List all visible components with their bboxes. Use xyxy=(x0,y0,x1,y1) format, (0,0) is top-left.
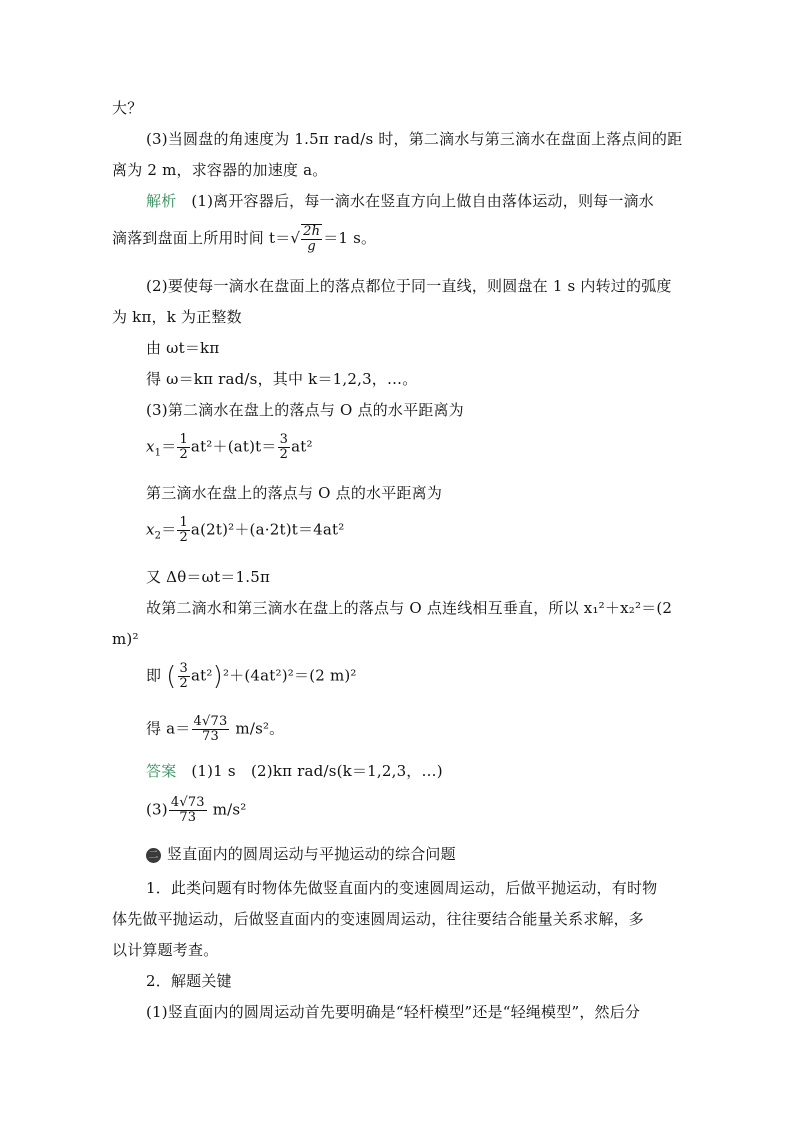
section-heading xyxy=(146,843,456,865)
text-line: 第三滴水在盘上的落点与 O 点的水平距离为 xyxy=(146,484,443,502)
text-line: 由 ωt＝kπ xyxy=(146,339,220,357)
frac-denominator: g xyxy=(307,239,316,254)
text: 滴落到盘面上所用时间 t＝ xyxy=(112,229,291,247)
text-line: (2)要使每一滴水在盘面上的落点都位于同一直线，则圆盘在 1 s 内转过的弧度 xyxy=(146,277,672,295)
frac-denominator: 2 xyxy=(179,530,188,545)
text: ＝ xyxy=(161,520,177,539)
text-line: 故第二滴水和第三滴水在盘上的落点与 O 点连线相互垂直，所以 x₁²＋x₂²＝(2 xyxy=(146,599,673,617)
formula-line xyxy=(146,715,284,744)
text-line: (1)竖直面内的圆周运动首先要明确是“轻杆模型”还是“轻绳模型”，然后分 xyxy=(146,1003,641,1021)
frac-numerator: 1 xyxy=(179,515,188,530)
text: m/s² xyxy=(207,800,247,819)
formula-line xyxy=(146,433,313,465)
text-line: 又 Δθ＝ωt＝1.5π xyxy=(146,568,271,586)
text-line: 体先做平抛运动，后做竖直面内的变速圆周运动，往往要结合能量关系求解，多 xyxy=(112,910,645,928)
solution-label: 解析 xyxy=(146,192,177,210)
formula-line xyxy=(112,224,376,254)
frac-numerator: 1 xyxy=(179,432,188,447)
text: (1)1 s (2)kπ rad/s(k＝1,2,3，…) xyxy=(191,762,443,780)
text-line: 大？ xyxy=(112,99,143,117)
text: ＝ xyxy=(161,437,177,456)
formula-line xyxy=(146,796,247,825)
frac-denominator: 73 xyxy=(179,810,197,825)
paren-close: ) xyxy=(212,661,223,692)
text: 即 xyxy=(146,666,162,685)
text: (3) xyxy=(146,800,168,819)
subscript: 1 xyxy=(154,447,162,459)
answer-label: 答案 xyxy=(146,762,177,780)
text: at² xyxy=(291,437,313,456)
text-line: 离为 2 m，求容器的加速度 a。 xyxy=(112,161,328,179)
frac-numerator: 3 xyxy=(179,661,188,676)
text-line: (3)当圆盘的角速度为 1.5π rad/s 时，第二滴水与第三滴水在盘面上落点间的距 xyxy=(146,130,683,148)
answer-line xyxy=(146,760,443,782)
text-line: 2．解题关键 xyxy=(146,972,232,990)
frac-denominator: 73 xyxy=(201,729,219,744)
section-title: 竖直面内的圆周运动与平抛运动的综合问题 xyxy=(167,845,456,863)
formula-line xyxy=(146,662,357,691)
text-line: 得 ω＝kπ rad/s，其中 k＝1,2,3，…。 xyxy=(146,370,418,388)
text: ＝1 s。 xyxy=(323,229,377,247)
frac-denominator: 2 xyxy=(279,447,289,462)
text: at² xyxy=(191,666,213,685)
sqrt-symbol: √ $\frac{2h}{g}$ xyxy=(290,224,321,254)
solution-line xyxy=(146,190,654,212)
formula-line xyxy=(146,516,345,548)
section-number-icon: 二 xyxy=(146,848,161,863)
frac-numerator: 2h xyxy=(303,224,321,239)
frac-numerator: 4√73 xyxy=(193,714,228,729)
text: x xyxy=(146,520,155,539)
frac-numerator: 4√73 xyxy=(170,795,205,810)
text: x xyxy=(146,437,155,456)
text-line: m)² xyxy=(112,630,139,648)
frac-denominator: 2 xyxy=(179,676,188,691)
paren-open: ( xyxy=(166,661,177,692)
text: at²＋(at)t＝ xyxy=(190,437,277,456)
text: ²＋(4at²)²＝(2 m)² xyxy=(222,666,357,685)
frac-denominator: 2 xyxy=(179,447,188,462)
text: 得 a＝ xyxy=(146,719,191,738)
text: a(2t)²＋(a·2t)t＝4at² xyxy=(190,520,345,539)
text-line: 1．此类问题有时物体先做竖直面内的变速圆周运动，后做平抛运动，有时物 xyxy=(146,879,658,897)
text: (1)离开容器后，每一滴水在竖直方向上做自由落体运动，则每一滴水 xyxy=(191,192,654,210)
subscript: 2 xyxy=(154,530,162,542)
text-line: 为 kπ，k 为正整数 xyxy=(112,308,242,326)
text-line: 以计算题考查。 xyxy=(112,941,219,959)
text-line: (3)第二滴水在盘上的落点与 O 点的水平距离为 xyxy=(146,401,464,419)
frac-numerator: 3 xyxy=(279,432,289,447)
text: m/s²。 xyxy=(230,719,285,738)
